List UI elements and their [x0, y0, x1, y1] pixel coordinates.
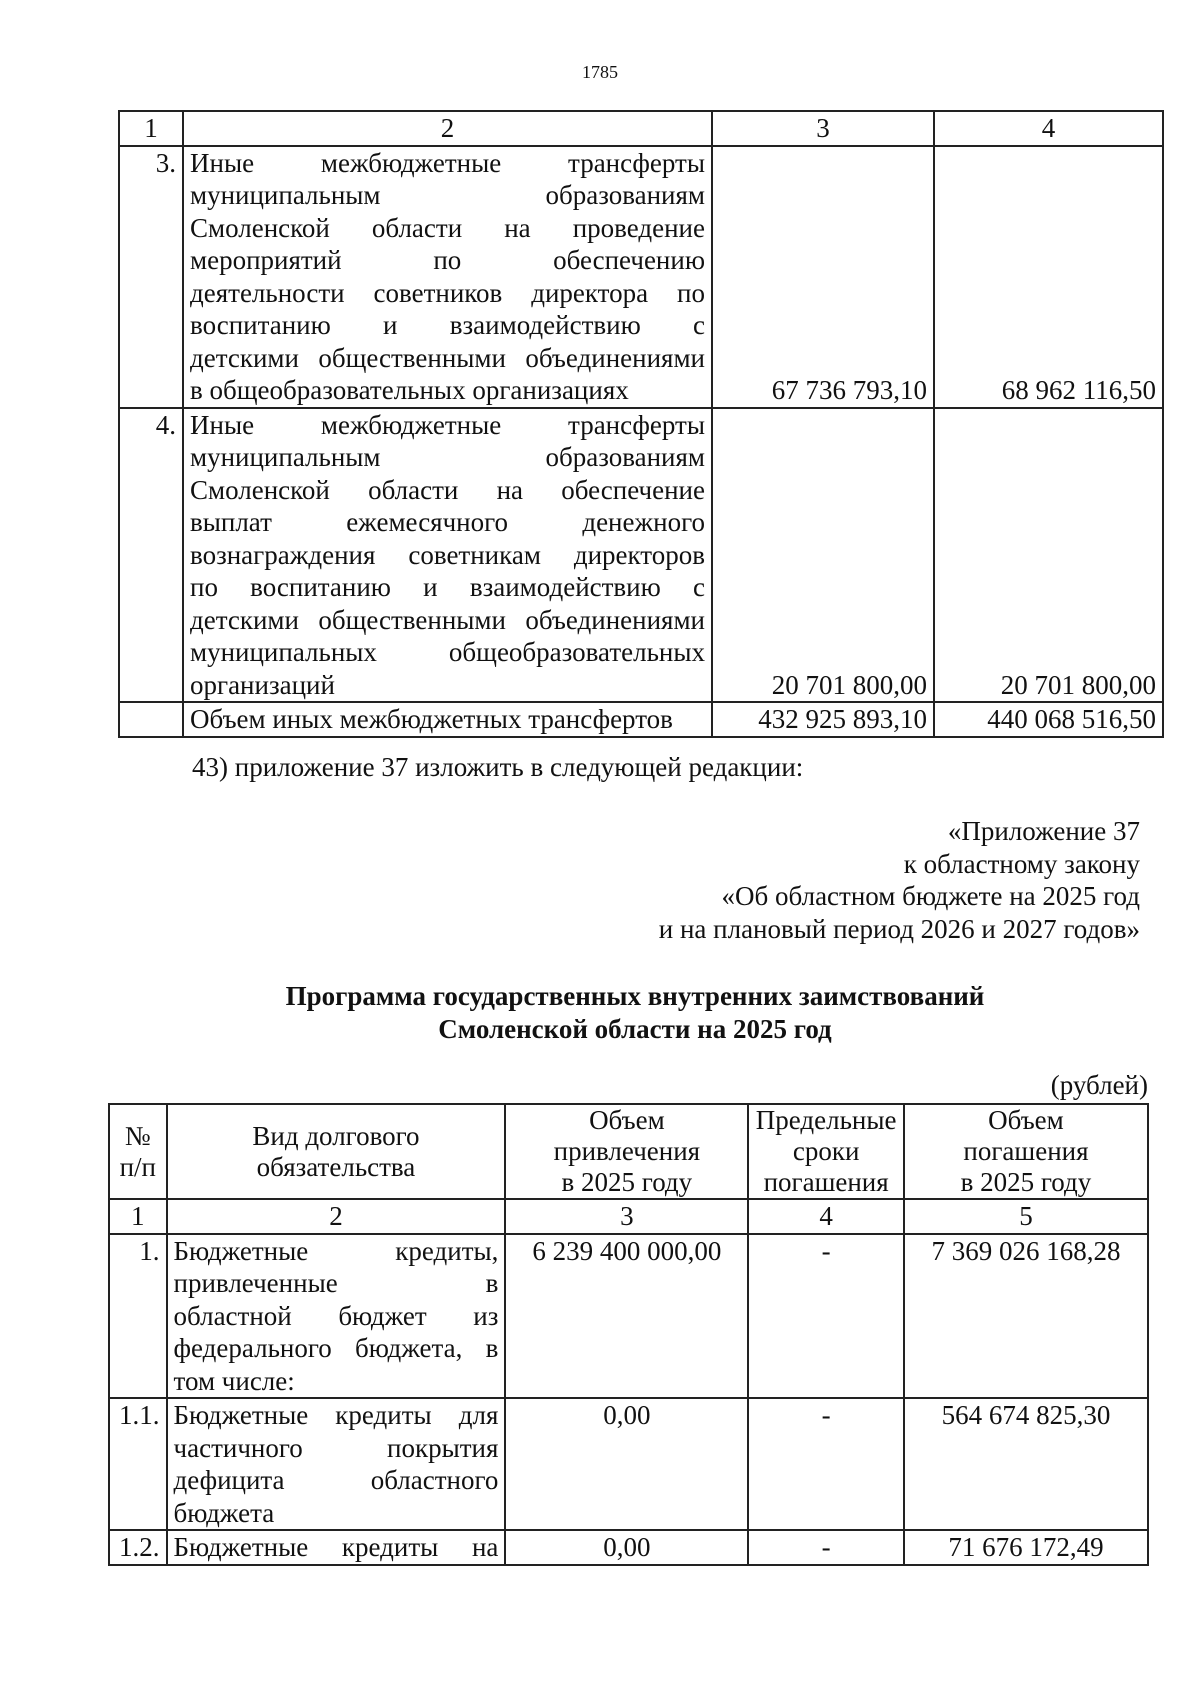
header-cell: № п/п — [109, 1104, 167, 1199]
table-header-row — [109, 1104, 1148, 1199]
total-amount: 432 925 893,10 — [712, 702, 934, 737]
amount-cell: 67 736 793,10 — [712, 146, 934, 408]
header-cell: 3 — [712, 111, 934, 146]
column-number: 3 — [505, 1199, 748, 1234]
empty-cell — [119, 702, 183, 737]
terms-cell: - — [748, 1530, 904, 1565]
total-row — [119, 702, 1163, 737]
row-number: 4. — [119, 408, 183, 703]
header-cell: 4 — [934, 111, 1163, 146]
row-description: Иные межбюджетные трансферты муниципальным образованиям Смоленской области на обеспечение выплат ежемесячного денежного вознаграждения советникам директоров по воспитанию и взаимодействию с детскими общественными объединениями муниципальных общеобразовательных организаций — [183, 408, 712, 703]
column-numbers-row — [109, 1199, 1148, 1234]
terms-cell: - — [748, 1234, 904, 1399]
table-row — [109, 1398, 1148, 1530]
row-description: Бюджетные кредиты для частичного покрытия дефицита областного бюджета — [167, 1398, 506, 1530]
amount-cell: 68 962 116,50 — [934, 146, 1163, 408]
table-row — [109, 1234, 1148, 1399]
row-number: 1. — [109, 1234, 167, 1399]
amount-cell: 7 369 026 168,28 — [904, 1234, 1148, 1399]
row-number: 1.2. — [109, 1530, 167, 1565]
table-row — [109, 1530, 1148, 1565]
amount-cell: 71 676 172,49 — [904, 1530, 1148, 1565]
row-description: Бюджетные кредиты на — [167, 1530, 506, 1565]
header-cell: Объем погашения в 2025 году — [904, 1104, 1148, 1199]
amount-cell: 564 674 825,30 — [904, 1398, 1148, 1530]
document-heading: Программа государственных внутренних заимствований Смоленской области на 2025 год — [285, 981, 985, 1044]
header-cell: Вид долгового обязательства — [167, 1104, 506, 1199]
total-label: Объем иных межбюджетных трансфертов — [183, 702, 712, 737]
row-description: Бюджетные кредиты, привлеченные в областной бюджет из федерального бюджета, в том числе: — [167, 1234, 506, 1399]
header-cell: 1 — [119, 111, 183, 146]
amendment-paragraph: 43) приложение 37 изложить в следующей редакции: — [192, 752, 804, 782]
amount-cell: 6 239 400 000,00 — [505, 1234, 748, 1399]
column-number: 1 — [109, 1199, 167, 1234]
amount-cell: 20 701 800,00 — [712, 408, 934, 703]
borrowings-table — [108, 1103, 1149, 1566]
header-cell: 2 — [183, 111, 712, 146]
row-description: Иные межбюджетные трансферты муниципальным образованиям Смоленской области на проведение мероприятий по обеспечению деятельности советников директора по воспитанию и взаимодействию с детскими общественными объединениями в общеобразовательных организациях — [183, 146, 712, 408]
table-row — [119, 408, 1163, 703]
header-cell: Объем привлечения в 2025 году — [505, 1104, 748, 1199]
amount-cell: 0,00 — [505, 1398, 748, 1530]
amount-cell: 0,00 — [505, 1530, 748, 1565]
row-number: 1.1. — [109, 1398, 167, 1530]
units-label: (рублей) — [1050, 1070, 1148, 1100]
annex-reference: «Приложение 37 к областному закону «Об областном бюджете на 2025 год и на плановый период 2026 и 2027 годов» — [658, 816, 1140, 944]
total-amount: 440 068 516,50 — [934, 702, 1163, 737]
row-number: 3. — [119, 146, 183, 408]
table-row — [119, 146, 1163, 408]
column-number: 5 — [904, 1199, 1148, 1234]
page-number: 1785 — [582, 62, 618, 82]
column-number: 4 — [748, 1199, 904, 1234]
header-cell: Предельные сроки погашения — [748, 1104, 904, 1199]
column-number: 2 — [167, 1199, 506, 1234]
table-header-row — [119, 111, 1163, 146]
amount-cell: 20 701 800,00 — [934, 408, 1163, 703]
transfers-table — [118, 110, 1164, 738]
terms-cell: - — [748, 1398, 904, 1530]
